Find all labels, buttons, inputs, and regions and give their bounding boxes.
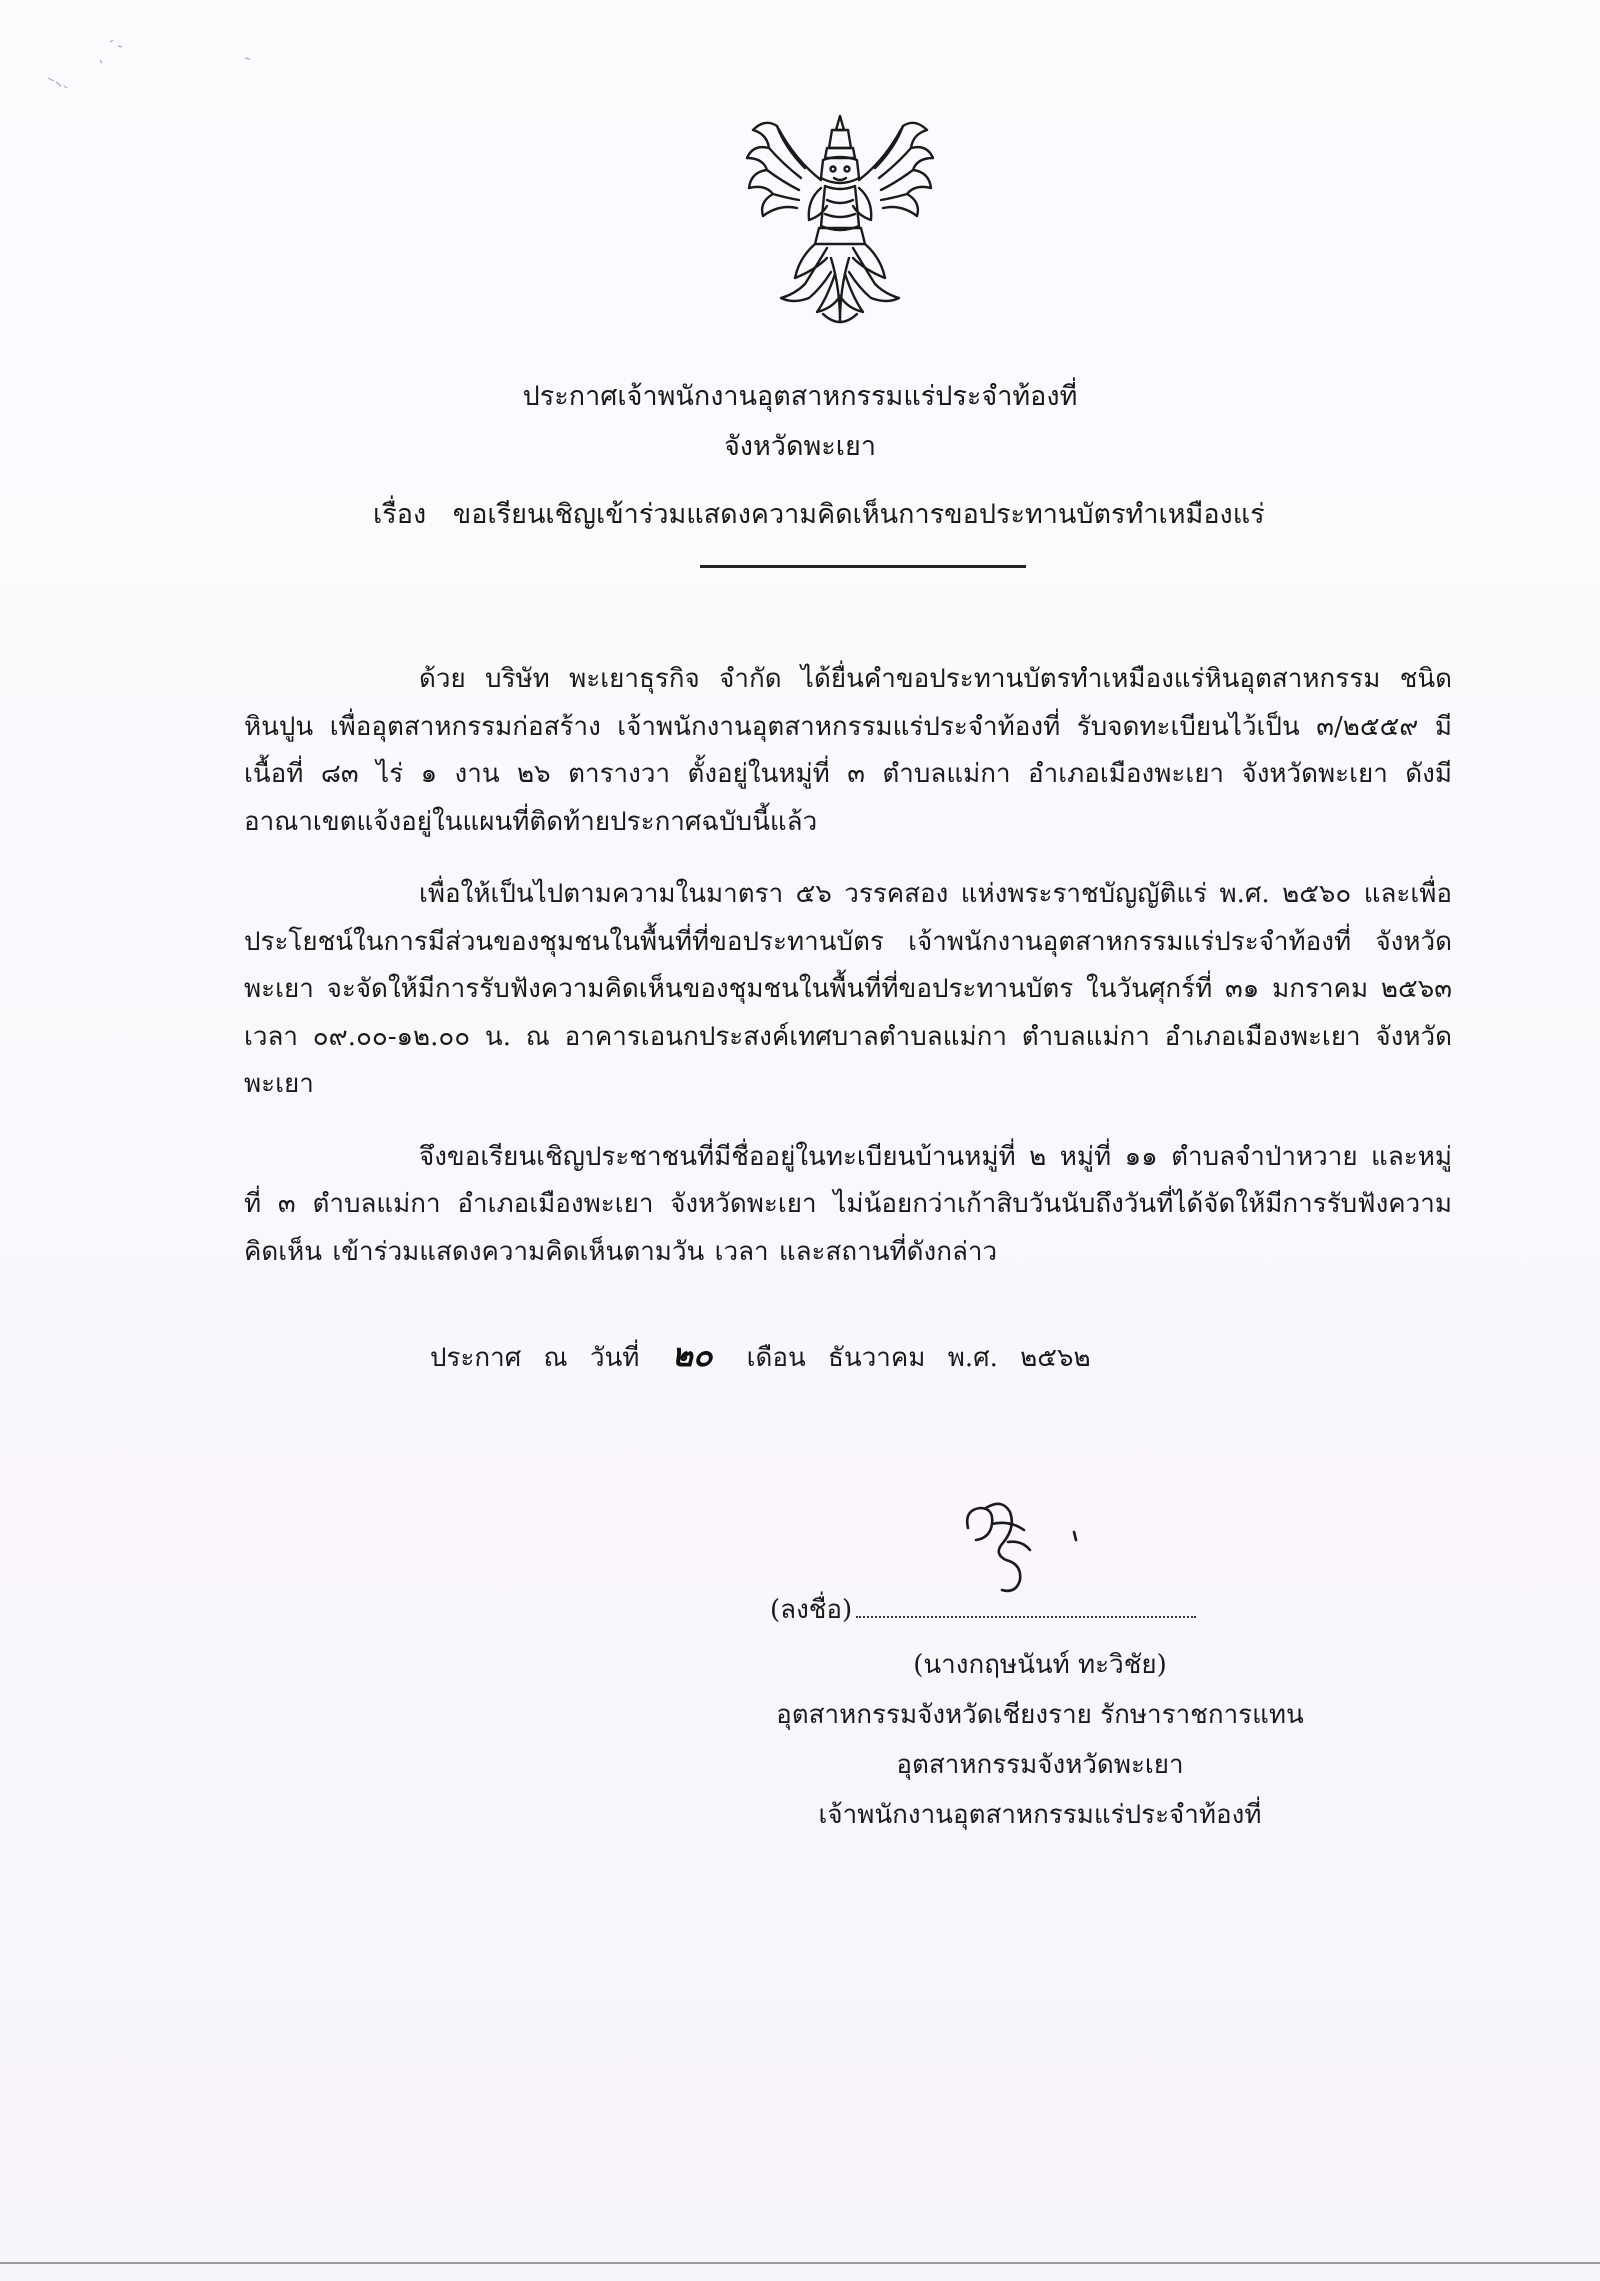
scan-bottom-edge xyxy=(0,2262,1600,2264)
garuda-emblem-icon xyxy=(735,108,945,333)
body-text xyxy=(244,656,1452,1301)
body-paragraph-3: จึงขอเรียนเชิญประชาชนที่มีชื่ออยู่ในทะเบียนบ้านหมู่ที่ ๒ หมู่ที่ ๑๑ ตำบลจำป่าหวาย และหมู่ที่ ๓ ตำบลแม่กา อำเภอเมืองพะเยา จังหวัดพะเยา ไม่น้อยกว่าเก้าสิบวันนับถึงวันที่ได้จัดให้มีการรับฟังความคิดเห็น เข้าร่วมแสดงความคิดเห็นตามวัน เวลา และสถานที่ดังกล่าว xyxy=(244,1141,1452,1267)
signature-dotted-line xyxy=(856,1598,1196,1618)
date-month-value: ธันวาคม xyxy=(828,1343,926,1373)
subject-line xyxy=(373,490,1265,540)
date-at: ณ xyxy=(543,1343,568,1373)
header-divider xyxy=(700,565,1026,568)
handwritten-signature xyxy=(950,1490,1090,1600)
province-line: จังหวัดพะเยา xyxy=(723,431,876,462)
subject-label: เรื่อง xyxy=(373,499,427,530)
signer-position-2: อุตสาหกรรมจังหวัดพะเยา xyxy=(896,1750,1184,1780)
subject-text: ขอเรียนเชิญเข้าร่วมแสดงความคิดเห็นการขอประทานบัตรทำเหมืองแร่ xyxy=(452,499,1265,530)
announcement-date xyxy=(430,1330,1105,1383)
signature-line xyxy=(770,1585,1196,1635)
date-year-value: ๒๕๖๒ xyxy=(1020,1343,1091,1373)
date-era: พ.ศ. xyxy=(947,1343,998,1373)
date-day-label: วันที่ xyxy=(589,1343,640,1373)
date-day-handwritten: ๒๐ xyxy=(671,1336,713,1374)
signer-block xyxy=(700,1640,1380,1840)
announcement-header xyxy=(0,372,1600,472)
signer-name: (นางกฤษนันท์ ทะวิชัย) xyxy=(913,1650,1167,1680)
sign-label: (ลงชื่อ) xyxy=(770,1595,853,1625)
body-paragraph-1: ด้วย บริษัท พะเยาธุรกิจ จำกัด ได้ยื่นคำขอประทานบัตรทำเหมืองแร่หินอุตสาหกรรม ชนิดหินปูน เพื่ออุตสาหกรรมก่อสร้าง เจ้าพนักงานอุตสาหกรรมแร่ประจำท้องที่ รับจดทะเบียนไว้เป็น ๓/๒๕๕๙ มีเนื้อที่ ๘๓ ไร่ ๑ งาน ๒๖ ตารางวา ตั้งอยู่ในหมู่ที่ ๓ ตำบลแม่กา อำเภอเมืองพะเยา จังหวัดพะเยา ดังมีอาณาเขตแจ้งอยู่ในแผนที่ติดท้ายประกาศฉบับนี้แล้ว xyxy=(244,664,1452,837)
date-prefix: ประกาศ xyxy=(430,1343,522,1373)
signer-position-1: อุตสาหกรรมจังหวัดเชียงราย รักษาราชการแทน xyxy=(776,1700,1304,1730)
announcement-title: ประกาศเจ้าพนักงานอุตสาหกรรมแร่ประจำท้องที่ xyxy=(522,381,1078,412)
scan-speck-marks xyxy=(40,20,280,110)
signer-position-3: เจ้าพนักงานอุตสาหกรรมแร่ประจำท้องที่ xyxy=(818,1800,1262,1830)
date-month-label: เดือน xyxy=(746,1343,806,1373)
body-paragraph-2: เพื่อให้เป็นไปตามความในมาตรา ๕๖ วรรคสอง แห่งพระราชบัญญัติแร่ พ.ศ. ๒๕๖๐ และเพื่อประโยชน์ในการมีส่วนของชุมชนในพื้นที่ที่ขอประทานบัตร เจ้าพนักงานอุตสาหกรรมแร่ประจำท้องที่ จังหวัดพะเยา จะจัดให้มีการรับฟังความคิดเห็นของชุมชนในพื้นที่ที่ขอประทานบัตร ในวันศุกร์ที่ ๓๑ มกราคม ๒๕๖๓ เวลา ๐๙.๐๐-๑๒.๐๐ น. ณ อาคารเอนกประสงค์เทศบาลตำบลแม่กา ตำบลแม่กา อำเภอเมืองพะเยา จังหวัดพะเยา xyxy=(244,879,1452,1099)
